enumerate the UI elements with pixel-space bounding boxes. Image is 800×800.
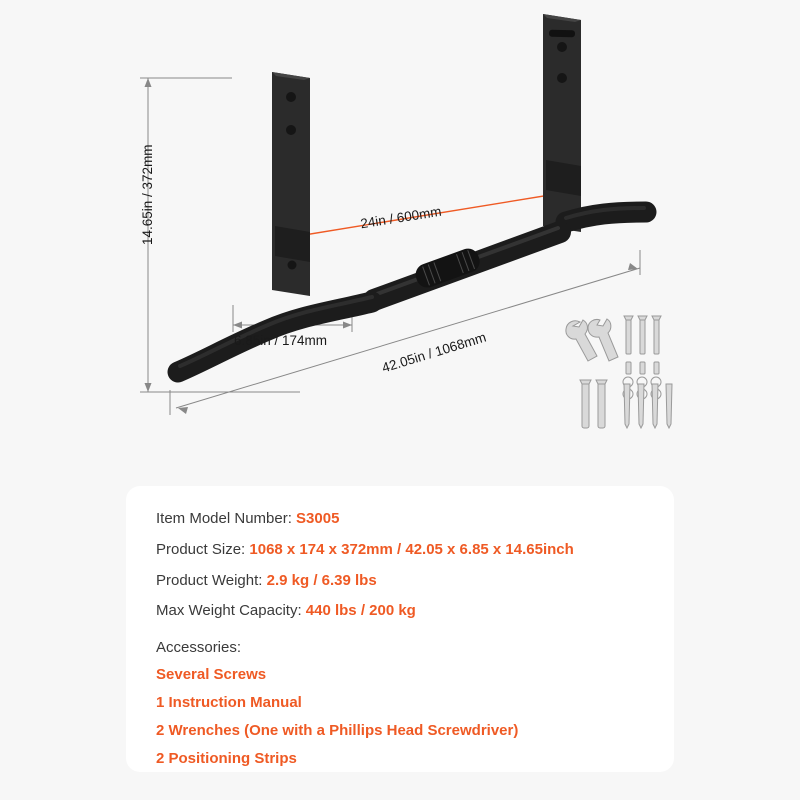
spec-value-capacity: 440 lbs / 200 kg [305, 602, 416, 620]
accessory-item: 2 Positioning Strips [156, 750, 297, 767]
dimension-label-bar-width: 24in / 600mm [359, 203, 443, 232]
specification-card [126, 486, 674, 772]
spec-row-size [156, 541, 644, 560]
spec-row-weight [156, 572, 644, 591]
accessory-item: Several Screws [156, 666, 267, 683]
dimension-label-total-length: 42.05in / 1068mm [380, 329, 488, 376]
pull-up-bar-graphic [178, 14, 646, 372]
accessory-item: 2 Wrenches (One with a Phillips Head Screwdriver) [156, 722, 519, 739]
spec-label-capacity: Max Weight Capacity: [156, 602, 306, 620]
spec-row-model [156, 510, 644, 529]
spec-row-capacity [156, 602, 644, 621]
spec-value-model: S3005 [296, 510, 340, 527]
hardware-icons [566, 316, 672, 428]
spec-label-weight: Product Weight: [156, 571, 267, 589]
accessory-item: 1 Instruction Manual [156, 694, 302, 711]
spec-value-weight: 2.9 kg / 6.39 lbs [266, 571, 377, 589]
spec-label-model: Item Model Number: [156, 510, 297, 527]
dimension-label-height: 14.65in / 372mm [140, 144, 155, 245]
spec-label-size: Product Size: [156, 540, 250, 558]
accessories-heading: Accessories: [156, 639, 242, 656]
dimension-label-depth: 6.85in / 174mm [234, 333, 328, 348]
spec-value-size: 1068 x 174 x 372mm / 42.05 x 6.85 x 14.65inch [249, 540, 574, 558]
